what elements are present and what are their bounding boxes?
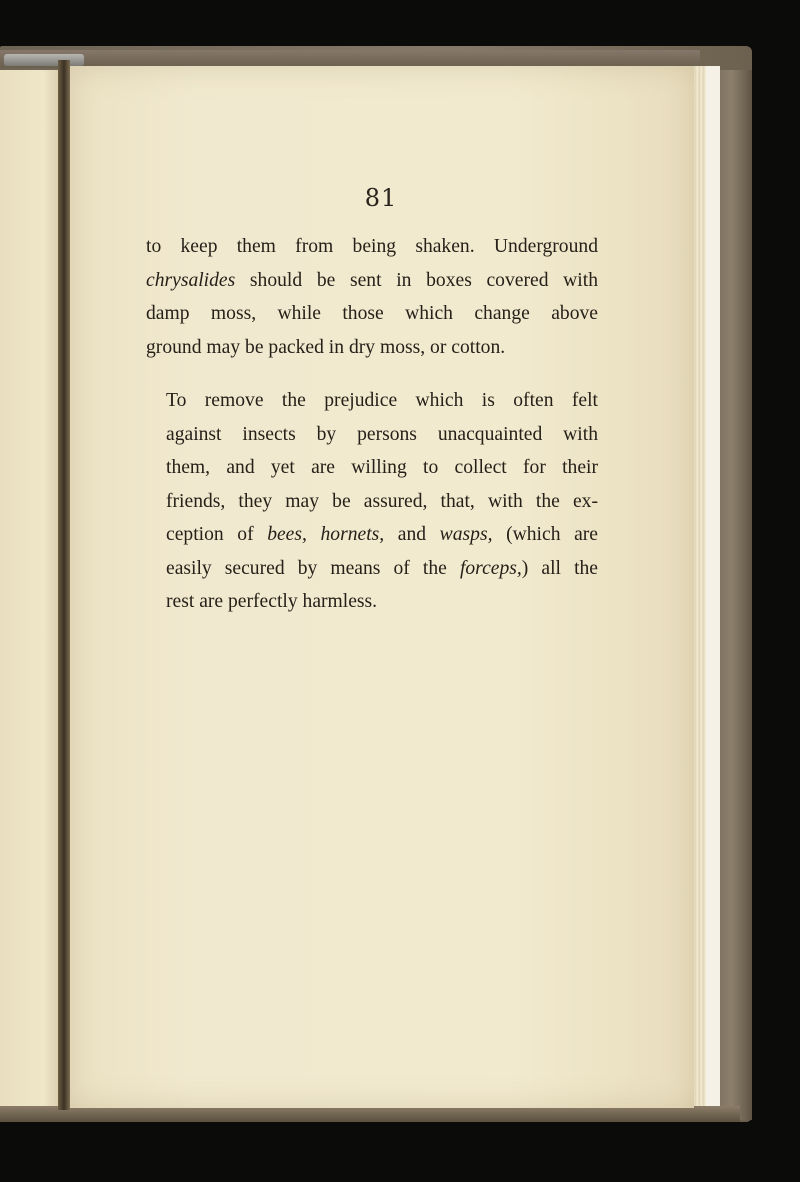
text-run: rest are perfectly harmless. xyxy=(166,591,378,612)
text-line xyxy=(146,384,598,418)
text-run: against insects by persons unacquainted with xyxy=(166,423,598,445)
page-number: 81 xyxy=(364,184,398,212)
text-run: them, and yet are willing to collect for their xyxy=(166,457,598,478)
facing-page xyxy=(0,70,62,1110)
text-run: and xyxy=(384,524,440,545)
text-run: To remove the prejudice which is often felt xyxy=(166,390,598,411)
text-run: easily secured by means of the xyxy=(166,557,460,579)
text-line xyxy=(146,585,598,619)
text-run: to keep them from being shaken. Underground xyxy=(146,236,598,257)
text-run: ground may be packed in dry moss, or cotton. xyxy=(146,336,506,358)
page-body-text xyxy=(146,230,598,619)
text-line xyxy=(146,518,598,552)
text-run: friends, they may be assured, that, with the ex- xyxy=(166,490,598,512)
italic-text: chrysalides xyxy=(146,269,236,291)
page-clip xyxy=(4,54,84,66)
italic-text: forceps, xyxy=(459,557,522,579)
paragraph xyxy=(146,230,598,364)
italic-text: bees, hornets, xyxy=(267,524,385,545)
text-line xyxy=(146,331,598,365)
text-run: ception of xyxy=(166,524,268,545)
text-line xyxy=(146,297,598,331)
page-block-edge-highlight xyxy=(706,66,720,1106)
text-line xyxy=(146,451,598,485)
text-run: damp moss, while those which change above xyxy=(146,303,598,324)
text-line xyxy=(146,552,598,586)
text-line xyxy=(146,230,598,264)
paragraph xyxy=(146,384,598,619)
italic-text: wasps, xyxy=(439,524,493,545)
text-line xyxy=(146,264,598,298)
text-line xyxy=(146,485,598,519)
text-run: (which are xyxy=(492,524,599,545)
cover-bottom-edge xyxy=(0,1106,740,1122)
book-page xyxy=(68,66,694,1108)
text-run: ) all the xyxy=(521,557,599,579)
book-gutter xyxy=(58,60,70,1110)
text-run: should be sent in boxes covered with xyxy=(235,269,598,291)
text-line xyxy=(146,418,598,452)
